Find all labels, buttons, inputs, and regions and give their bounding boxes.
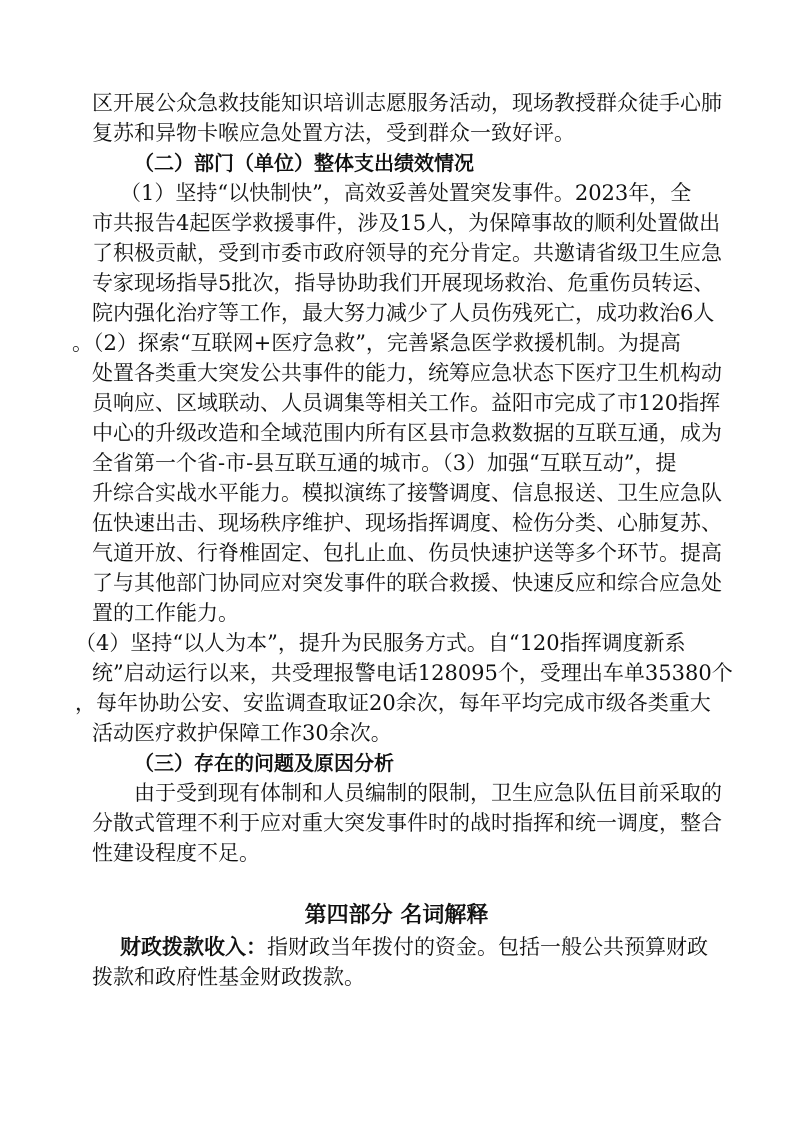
section-heading-3: （三）存在的问题及原因分析 <box>134 751 394 775</box>
definition-line: 拨款和政府性基金财政拨款。 <box>92 965 365 989</box>
paragraph-line: 中心的升级改造和全域范围内所有区县市急救数据的互联互通，成为 <box>92 421 722 445</box>
part-title: 第四部分 名词解释 <box>304 903 489 928</box>
paragraph-line: 活动医疗救护保障工作30余次。 <box>92 721 392 745</box>
definition-line <box>120 932 708 962</box>
paragraph-line: 市共报告4起医学救援事件，涉及15人，为保障事故的顺利处置做出 <box>92 211 721 235</box>
paragraph-line: 员响应、区域联动、人员调集等相关工作。益阳市完成了市120指挥 <box>92 391 721 415</box>
paragraph-line: （1）坚持“以快制快”，高效妥善处置突发事件。2023年，全 <box>120 181 692 205</box>
paragraph-line: 全省第一个省-市-县互联互通的城市。（3）加强“互联互动”，提 <box>92 451 677 475</box>
section-heading-2: （二）部门（单位）整体支出绩效情况 <box>134 151 474 175</box>
paragraph-line: （4）坚持“以人为本”，提升为民服务方式。自“120指挥调度新系 <box>75 631 686 655</box>
paragraph-line: ，每年协助公安、安监调查取证20余次，每年平均完成市级各类重大 <box>75 691 711 715</box>
definition-term: 财政拨款收入： <box>120 935 267 959</box>
paragraph-line: 气道开放、行脊椎固定、包扎止血、伤员快速护送等多个环节。提高 <box>92 541 722 565</box>
paragraph-line: 区开展公众急救技能知识培训志愿服务活动，现场教授群众徒手心肺 <box>92 91 722 115</box>
paragraph-line: 处置各类重大突发公共事件的能力，统筹应急状态下医疗卫生机构动 <box>92 361 722 385</box>
paragraph-line: 置的工作能力。 <box>92 601 239 625</box>
paragraph-line: 分散式管理不利于应对重大突发事件时的战时指挥和统一调度，整合 <box>92 811 722 835</box>
paragraph-line: 专家现场指导5批次，指导协助我们开展现场救治、危重伤员转运、 <box>92 271 715 295</box>
paragraph-line: 伍快速出击、现场秩序维护、现场指挥调度、检伤分类、心肺复苏、 <box>92 511 722 535</box>
definition-text: 指财政当年拨付的资金。包括一般公共预算财政 <box>267 935 708 959</box>
paragraph-line: 院内强化治疗等工作，最大努力减少了人员伤残死亡，成功救治6人 <box>92 301 715 325</box>
paragraph-line: 统”启动运行以来，共受理报警电话128095个，受理出车单35380个 <box>92 661 733 685</box>
paragraph-line: 性建设程度不足。 <box>92 841 260 865</box>
paragraph-line: 了与其他部门协同应对突发事件的联合救援、快速反应和综合应急处 <box>92 571 722 595</box>
paragraph-line: 。（2）探索“互联网+医疗急救”，完善紧急医学救援机制。为提高 <box>72 331 681 355</box>
paragraph-line: 复苏和异物卡喉应急处置方法，受到群众一致好评。 <box>92 121 575 145</box>
paragraph-line: 了积极贡献，受到市委市政府领导的充分肯定。共邀请省级卫生应急 <box>92 241 722 265</box>
paragraph-line: 由于受到现有体制和人员编制的限制，卫生应急队伍目前采取的 <box>134 781 722 805</box>
paragraph-line: 升综合实战水平能力。模拟演练了接警调度、信息报送、卫生应急队 <box>92 481 722 505</box>
